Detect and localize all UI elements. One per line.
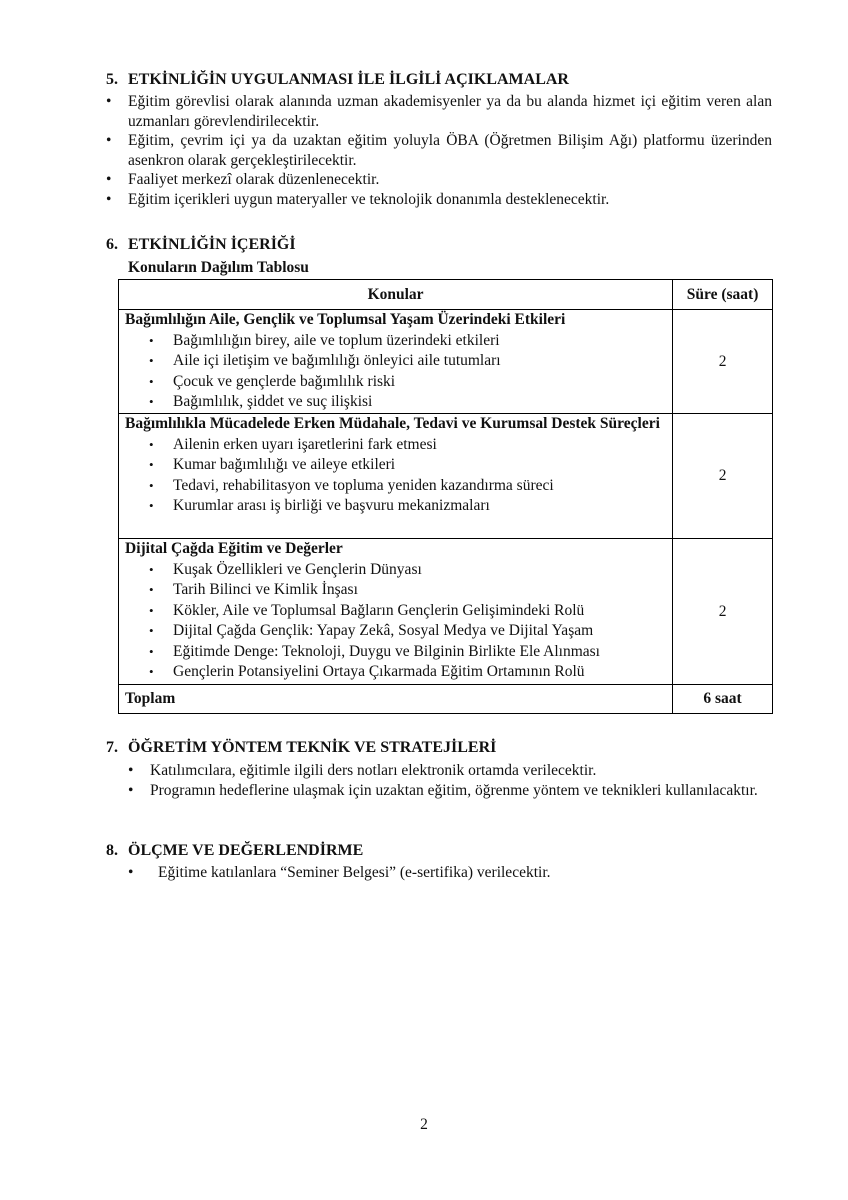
list-item-text: Eğitim, çevrim içi ya da uzaktan eğitim yoluyla ÖBA (Öğretmen Bilişim Ağı) platformu üzerinden asenkron olarak gerçekleştirilecektir. [128, 132, 772, 169]
bullet-icon: • [149, 436, 154, 452]
section-6-number: 6. [106, 236, 118, 253]
list-item [119, 662, 672, 683]
list-item [128, 781, 772, 801]
bullet-icon: • [149, 457, 154, 472]
list-item [119, 331, 672, 352]
topic-cell [119, 414, 673, 539]
bullet-icon: • [149, 353, 154, 368]
bullet-icon: • [106, 132, 112, 149]
bullet-icon: • [128, 762, 134, 779]
topic-items [119, 331, 672, 413]
list-item-text: Aile içi iletişim ve bağımlılığı önleyici aile tutumları [173, 352, 501, 369]
list-item [106, 170, 772, 190]
table-row [119, 310, 773, 414]
list-item [119, 372, 672, 393]
bullet-icon: • [128, 864, 134, 881]
list-item-text: Programın hedeflerine ulaşmak için uzaktan eğitim, öğrenme yöntem ve teknikleri kullanılacaktır. [150, 781, 758, 799]
section-7-list [128, 761, 772, 800]
list-item [128, 761, 772, 781]
list-item-text: Ailenin erken uyarı işaretlerini fark etmesi [173, 435, 437, 453]
section-8-list [128, 863, 772, 883]
topic-items [119, 435, 672, 517]
bullet-icon: • [149, 623, 154, 638]
list-item-text: Dijital Çağda Gençlik: Yapay Zekâ, Sosyal Medya ve Dijital Yaşam [173, 622, 594, 639]
table-caption: Konuların Dağılım Tablosu [128, 259, 309, 276]
topic-distribution-table [118, 279, 773, 714]
list-item-text: Kurumlar arası iş birliği ve başvuru mekanizmaları [173, 497, 490, 514]
table-header-row [119, 280, 773, 310]
list-item [119, 435, 672, 456]
bullet-icon: • [149, 373, 154, 389]
table-row [119, 414, 773, 539]
list-item [119, 476, 672, 497]
bullet-icon: • [149, 582, 154, 597]
bullet-icon: • [149, 498, 154, 513]
section-8-heading [106, 841, 363, 861]
list-item-text: Çocuk ve gençlerde bağımlılık riski [173, 372, 396, 390]
list-item-text: Kökler, Aile ve Toplumsal Bağların Gençlerin Gelişimindeki Rolü [173, 601, 585, 619]
section-5-list [106, 92, 772, 209]
section-7-number: 7. [106, 739, 118, 756]
list-item-text: Katılımcılara, eğitimle ilgili ders notları elektronik ortamda verilecektir. [150, 762, 597, 779]
list-item [106, 92, 772, 131]
list-item-text: Bağımlılığın birey, aile ve toplum üzerindeki etkileri [173, 331, 500, 349]
list-item [106, 131, 772, 170]
topic-title: Dijital Çağda Eğitim ve Değerler [125, 540, 343, 557]
topic-cell [119, 310, 673, 414]
section-8-number: 8. [106, 842, 118, 859]
list-item [106, 190, 772, 210]
table-total-row [119, 685, 773, 714]
section-6-heading [106, 235, 296, 255]
list-item [119, 455, 672, 476]
list-item-text: Eğitim görevlisi olarak alanında uzman akademisyenler ya da bu alanda hizmet içi eğitim veren alan uzmanları görevlendirilecektir. [128, 93, 772, 130]
bullet-icon: • [128, 781, 134, 799]
list-item-text: Kumar bağımlılığı ve aileye etkileri [173, 456, 396, 473]
duration-cell: 2 [673, 539, 773, 685]
section-6-title: ETKİNLİĞİN İÇERİĞİ [128, 236, 296, 253]
list-item-text: Kuşak Özellikleri ve Gençlerin Dünyası [173, 560, 422, 578]
total-value: 6 saat [673, 685, 773, 714]
list-item [119, 560, 672, 581]
bullet-icon: • [149, 664, 154, 679]
bullet-icon: • [149, 561, 154, 577]
list-item [119, 642, 672, 663]
topic-title: Bağımlılığın Aile, Gençlik ve Toplumsal Yaşam Üzerindeki Etkileri [125, 311, 566, 328]
bullet-icon: • [149, 332, 154, 348]
list-item [119, 392, 672, 413]
list-item [119, 621, 672, 642]
topic-title: Bağımlılıkla Mücadelede Erken Müdahale, Tedavi ve Kurumsal Destek Süreçleri [125, 415, 660, 432]
list-item-text: Eğitimde Denge: Teknoloji, Duygu ve Bilginin Birlikte Ele Alınması [173, 642, 600, 660]
list-item-text: Gençlerin Potansiyelini Ortaya Çıkarmada Eğitim Ortamının Rolü [173, 663, 585, 680]
bullet-icon: • [149, 602, 154, 618]
list-item [119, 496, 672, 517]
list-item-text: Eğitime katılanlara “Seminer Belgesi” (e-sertifika) verilecektir. [158, 864, 551, 881]
section-5-title: ETKİNLİĞİN UYGULANMASI İLE İLGİLİ AÇIKLAMALAR [128, 71, 569, 88]
duration-cell: 2 [673, 310, 773, 414]
table-row [119, 539, 773, 685]
section-5-number: 5. [106, 71, 118, 88]
topic-items [119, 560, 672, 683]
bullet-icon: • [149, 643, 154, 659]
list-item-text: Eğitim içerikleri uygun materyaller ve teknolojik donanımla desteklenecektir. [128, 190, 610, 208]
topic-cell [119, 539, 673, 685]
column-header-topics: Konular [119, 280, 673, 310]
section-5-heading [106, 70, 569, 90]
section-8-title: ÖLÇME VE DEĞERLENDİRME [128, 842, 364, 859]
duration-cell: 2 [673, 414, 773, 539]
column-header-duration: Süre (saat) [673, 280, 773, 310]
bullet-icon: • [106, 93, 112, 110]
page-number: 2 [420, 1116, 428, 1133]
total-label: Toplam [119, 685, 673, 714]
bullet-icon: • [106, 190, 112, 208]
section-7-heading [106, 738, 496, 758]
list-item [119, 351, 672, 372]
list-item-text: Tarih Bilinci ve Kimlik İnşası [173, 581, 358, 598]
bullet-icon: • [149, 477, 154, 493]
section-7-title: ÖĞRETİM YÖNTEM TEKNİK VE STRATEJİLERİ [128, 739, 497, 756]
list-item [119, 580, 672, 601]
list-item [128, 863, 772, 883]
list-item-text: Bağımlılık, şiddet ve suç ilişkisi [173, 393, 373, 410]
bullet-icon: • [149, 394, 154, 409]
list-item-text: Faaliyet merkezî olarak düzenlenecektir. [128, 171, 380, 188]
list-item [119, 601, 672, 622]
list-item-text: Tedavi, rehabilitasyon ve topluma yeniden kazandırma süreci [173, 476, 554, 494]
bullet-icon: • [106, 171, 112, 188]
